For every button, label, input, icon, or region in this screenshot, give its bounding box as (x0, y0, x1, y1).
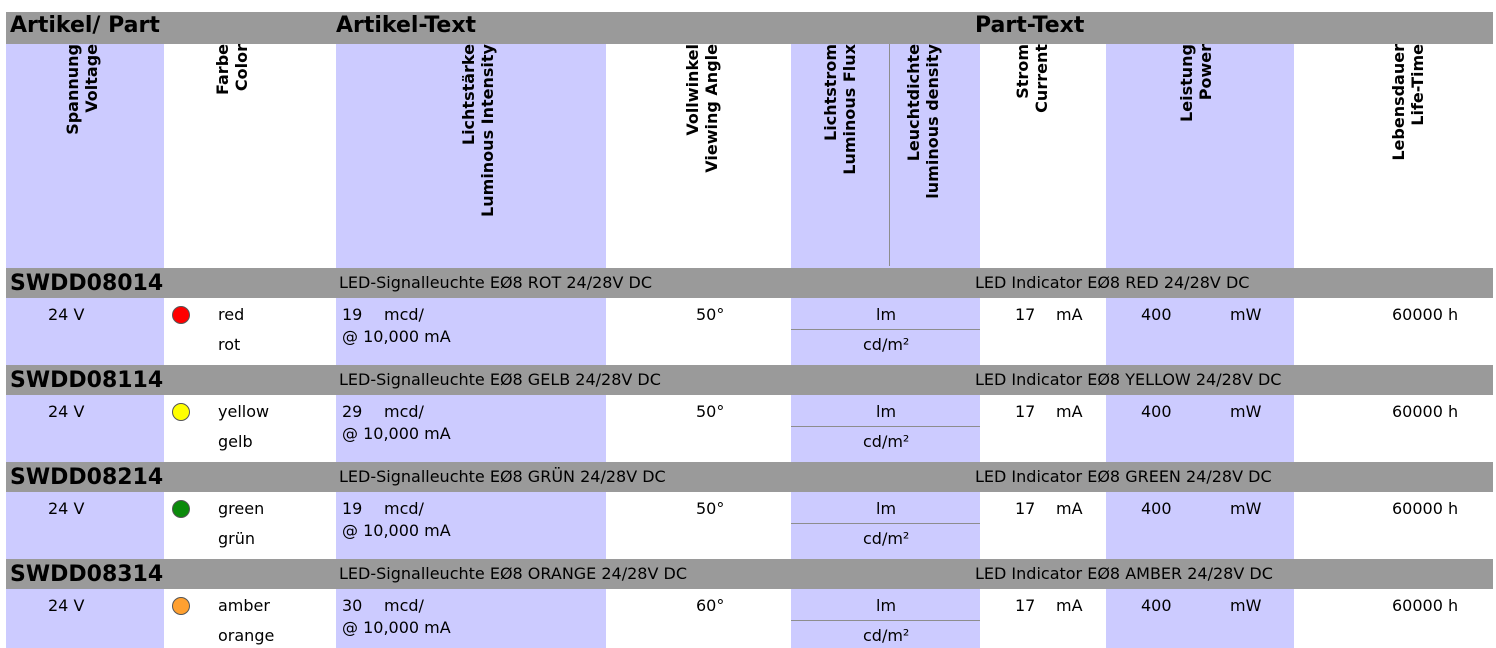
col-header-lifetime-en: Life-Time (1408, 44, 1427, 126)
intensity-unit: mcd/ (384, 402, 424, 421)
power-value: 400 (1141, 499, 1172, 518)
current-unit: mA (1056, 596, 1083, 615)
band-part-text: Part-Text (975, 13, 1085, 38)
col-header-power-de: Leistung (1177, 44, 1196, 122)
power-unit: mW (1230, 305, 1262, 324)
product-part-number: SWDD08314 (10, 562, 164, 587)
power-value: 400 (1141, 402, 1172, 421)
col-header-angle-de: Vollwinkel (683, 44, 702, 136)
col-header-density (889, 44, 980, 264)
col-header-angle (606, 44, 791, 264)
col-header-color-en: Color (232, 44, 251, 92)
power-unit: mW (1230, 402, 1262, 421)
power-value: 400 (1141, 305, 1172, 324)
header-band (6, 12, 1493, 44)
intensity-condition: @ 10,000 mA (342, 618, 451, 637)
intensity-value: 19 (342, 305, 363, 324)
color-en: yellow (218, 402, 270, 421)
col-header-current-en: Current (1032, 44, 1051, 113)
col-header-power-en: Power (1196, 44, 1215, 101)
color-de: orange (218, 626, 275, 645)
flux-unit: lm (876, 596, 897, 615)
density-unit: cd/m² (863, 432, 910, 451)
viewing-angle: 50° (696, 305, 725, 324)
col-header-intensity-en: Luminous Intensity (478, 44, 497, 217)
col-header-intensity-de: Lichtstärke (459, 44, 478, 146)
current-value: 17 (1015, 402, 1036, 421)
voltage-value: 24 V (48, 596, 85, 615)
intensity-value: 19 (342, 499, 363, 518)
product-text-en: LED Indicator EØ8 AMBER 24/28V DC (975, 564, 1273, 583)
product-text-de: LED-Signalleuchte EØ8 GRÜN 24/28V DC (339, 467, 666, 486)
product-text-de: LED-Signalleuchte EØ8 ROT 24/28V DC (339, 273, 653, 292)
intensity-condition: @ 10,000 mA (342, 327, 451, 346)
color-de: grün (218, 529, 256, 548)
intensity-value: 30 (342, 596, 363, 615)
color-de: rot (218, 335, 241, 354)
flux-divider (791, 426, 980, 427)
led-color-dot-icon (172, 597, 190, 615)
product-text-de: LED-Signalleuchte EØ8 GELB 24/28V DC (339, 370, 661, 389)
voltage-value: 24 V (48, 402, 85, 421)
power-value: 400 (1141, 596, 1172, 615)
flux-unit: lm (876, 305, 897, 324)
current-value: 17 (1015, 499, 1036, 518)
intensity-unit: mcd/ (384, 305, 424, 324)
power-unit: mW (1230, 499, 1262, 518)
color-de: gelb (218, 432, 253, 451)
intensity-value: 29 (342, 402, 363, 421)
viewing-angle: 50° (696, 402, 725, 421)
density-unit: cd/m² (863, 335, 910, 354)
col-header-voltage (6, 44, 164, 264)
current-unit: mA (1056, 305, 1083, 324)
intensity-condition: @ 10,000 mA (342, 424, 451, 443)
flux-divider (791, 329, 980, 330)
intensity-unit: mcd/ (384, 499, 424, 518)
led-color-dot-icon (172, 306, 190, 324)
product-text-de: LED-Signalleuchte EØ8 ORANGE 24/28V DC (339, 564, 688, 583)
product-part-number: SWDD08014 (10, 271, 164, 296)
col-header-color (164, 44, 336, 264)
col-header-voltage-en: Voltage (82, 44, 101, 113)
col-header-current-de: Strom (1013, 44, 1032, 99)
col-header-current (980, 44, 1106, 264)
band-artikel-text: Artikel-Text (336, 13, 477, 38)
density-unit: cd/m² (863, 626, 910, 645)
current-unit: mA (1056, 499, 1083, 518)
col-header-voltage-de: Spannung (63, 44, 82, 135)
col-header-density-de: Leuchtdichte (904, 44, 923, 162)
col-header-density-en: luminous density (923, 44, 942, 199)
density-unit: cd/m² (863, 529, 910, 548)
viewing-angle: 50° (696, 499, 725, 518)
col-header-angle-en: Viewing Angle (702, 44, 721, 173)
viewing-angle: 60° (696, 596, 725, 615)
col-header-color-de: Farbe (213, 44, 232, 95)
color-en: amber (218, 596, 270, 615)
product-part-number: SWDD08114 (10, 368, 164, 393)
current-value: 17 (1015, 596, 1036, 615)
voltage-value: 24 V (48, 499, 85, 518)
col-header-lifetime (1294, 44, 1493, 264)
col-header-lifetime-de: Lebensdauer (1389, 44, 1408, 161)
header-divider (889, 44, 890, 266)
current-unit: mA (1056, 402, 1083, 421)
lifetime-value: 60000 h (1392, 402, 1459, 421)
col-header-flux-en: Luminous Flux (840, 44, 859, 175)
power-unit: mW (1230, 596, 1262, 615)
product-text-en: LED Indicator EØ8 GREEN 24/28V DC (975, 467, 1272, 486)
product-text-en: LED Indicator EØ8 YELLOW 24/28V DC (975, 370, 1282, 389)
col-header-power (1106, 44, 1294, 264)
col-header-intensity (336, 44, 606, 264)
lifetime-value: 60000 h (1392, 499, 1459, 518)
col-header-flux-de: Lichtstrom (821, 44, 840, 141)
lifetime-value: 60000 h (1392, 305, 1459, 324)
led-color-dot-icon (172, 500, 190, 518)
product-header-bar (6, 268, 1493, 298)
lifetime-value: 60000 h (1392, 596, 1459, 615)
band-artikel-part: Artikel/ Part (10, 13, 160, 38)
flux-divider (791, 523, 980, 524)
product-text-en: LED Indicator EØ8 RED 24/28V DC (975, 273, 1250, 292)
col-header-flux (791, 44, 889, 264)
current-value: 17 (1015, 305, 1036, 324)
product-part-number: SWDD08214 (10, 465, 164, 490)
flux-divider (791, 620, 980, 621)
flux-unit: lm (876, 499, 897, 518)
led-color-dot-icon (172, 403, 190, 421)
voltage-value: 24 V (48, 305, 85, 324)
color-en: red (218, 305, 245, 324)
intensity-unit: mcd/ (384, 596, 424, 615)
color-en: green (218, 499, 265, 518)
flux-unit: lm (876, 402, 897, 421)
intensity-condition: @ 10,000 mA (342, 521, 451, 540)
